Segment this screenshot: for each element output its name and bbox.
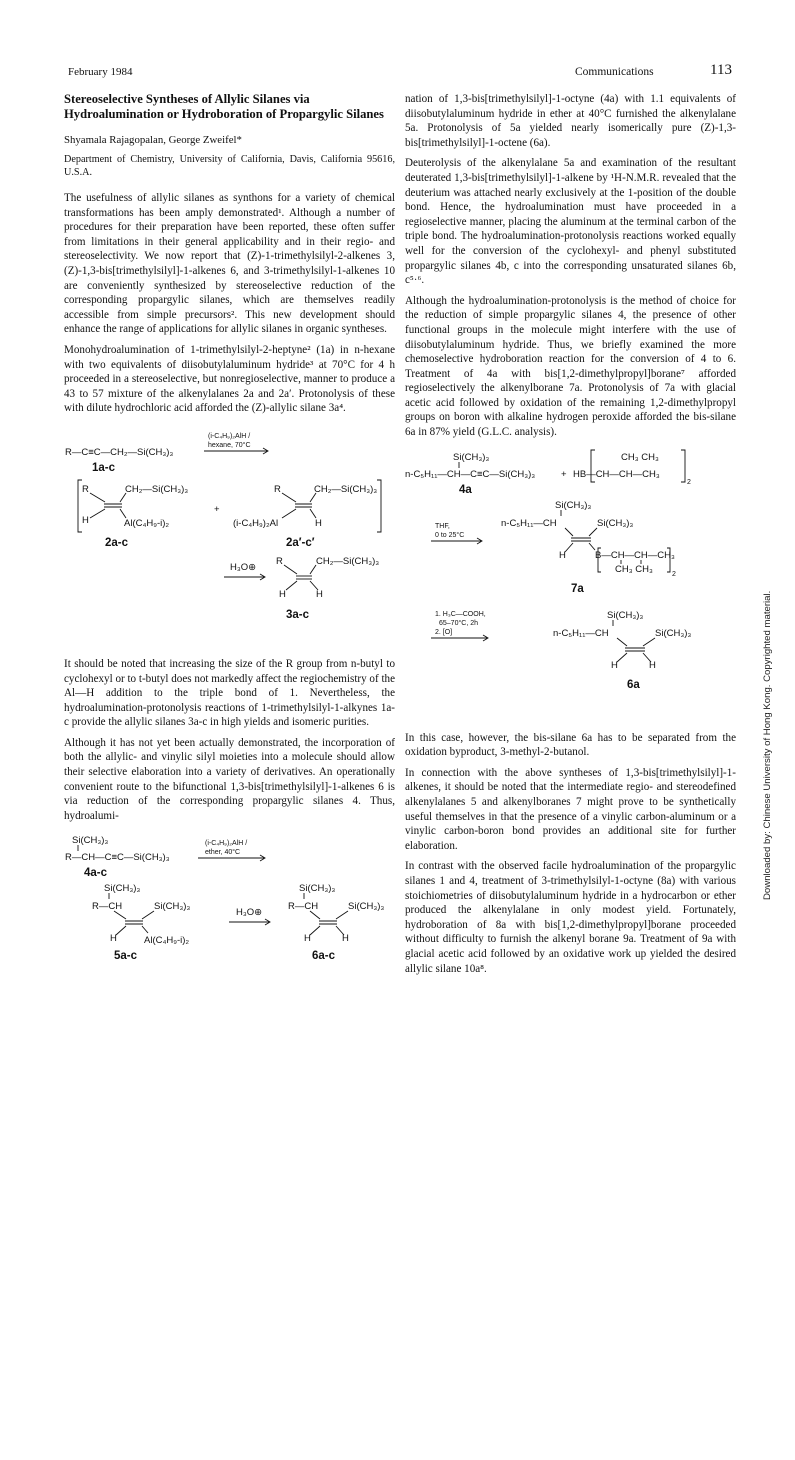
reagent-label: H₃O⊕ <box>230 561 257 573</box>
substituent-c5h11ch: n-C₅H₁₁—CH <box>553 627 609 639</box>
substituent-rch: R—CH <box>92 901 123 913</box>
methyl-labels: CH₃ CH₃ <box>621 451 659 463</box>
plus-sign: + <box>561 468 567 480</box>
bond <box>120 493 126 502</box>
compound-label: 6a <box>627 678 640 691</box>
right-column <box>405 92 736 982</box>
subscript: 2 <box>687 478 691 486</box>
bond <box>90 493 105 502</box>
paragraph: Although the hydroalumination-protonolysis is the method of choice for the reduction of simple propargylic silanes 4, the presence of other functional groups in the molecule might interfere with the use of diisobutylaluminum hydride. Thus, we briefly examined the more chemoselective hydroboration reaction for the conversion of 4 to 6. Treatment of 4a with bis[1,2-dimethylpropyl]borane⁷ afforded regioselectively the alkenylborane 7a. Protonolysis of 7a with glacial acetic acid followed by oxidation of the remaining 1,2-dimethylpropyl groups on boron with alkaline hydrogen peroxide afforded the bis-silane 6a in 87% yield (G.L.C. analysis). <box>405 294 736 439</box>
compound-label: 3a-c <box>286 608 310 621</box>
paragraph: In connection with the above syntheses of 1,3-bis[trimethylsilyl]-1-alkenes, it should be noted that the intermediate regio- and stereodefined alkenylalanes 5 and alkenylboranes 7 might prove to be synthetically useful themselves in that the presence of a vinylic carbon-aluminum or a vinylic carbon-boron bond provides an additional site for further elaboration. <box>405 766 736 852</box>
paragraph: nation of 1,3-bis[trimethylsilyl]-1-octyne (4a) with 1.1 equivalents of diisobutylaluminum hydride in ether at 40°C furnished the alkenylalane 5a. Protonolysis of 5a yielded nearly isomerically pure (Z)-1,3-bis[trimethylsilyl]-1-octene (6a). <box>405 93 736 149</box>
bond <box>336 911 348 919</box>
substituent-h: H <box>315 517 322 529</box>
download-notice <box>762 590 782 1460</box>
substituent-rch: R—CH <box>288 901 319 913</box>
bond <box>310 926 320 935</box>
substituent-sime3: Si(CH₃)₃ <box>655 627 692 639</box>
bond <box>643 638 655 646</box>
paragraph: The usefulness of allylic silanes as synthons for a variety of chemical transformations has been amply demonstrated¹. Although a number of procedures for their preparation have been reported, these often suffer from limitations in their general applicability and in their regio- and stereoselectivity. We now report that (Z)-1-trimethylsilyl-2-alkenes 3, (Z)-1,3-bis[trimethylsilyl]-1-alkenes 6, and 3-trimethylsilyl-1-alkenes 10 are conveniently synthesized by stereoselective reduction of the corresponding propargylic silanes, which are themselves readily accessible from simple precursors². This new development should enhance the range of applications for allylic silanes in organic syntheses. <box>64 192 395 336</box>
substituent-sime3: Si(CH₃)₃ <box>348 901 385 913</box>
substituent-h: H <box>649 659 656 671</box>
paragraph: Deuterolysis of the alkenylalane 5a and examination of the resultant deuterated 1,3-bis[trimethylsilyl]-1-alkene by ¹H-N.M.R. revealed that the deuterium was attached nearly exclusively at the 1-position of the double bond. Hence, the hydroalumination must have proceeded in a regioselective manner, placing the aluminum at the terminal carbon of the triple bond. The hydroalumination-protonolysis reactions worked equally well for the conversion of the cyclohexyl- and phenyl substituted propargylic silanes 4b, c into the corresponding unsaturated silanes 6b, c⁵·⁶. <box>405 157 736 287</box>
bond <box>310 911 320 919</box>
left-column <box>64 92 395 989</box>
substituent-h: H <box>342 933 349 945</box>
bond <box>114 911 126 919</box>
substituent-h: H <box>611 659 618 671</box>
substituent-sime3: Si(CH₃)₃ <box>104 883 141 895</box>
bond <box>286 581 297 590</box>
solvent-label: THF, <box>435 522 450 530</box>
article-title: Stereoselective Syntheses of Allylic Silanes via Hydroalumination or Hydroboration of Propargylic Silanes <box>64 92 384 122</box>
substituent-h: H <box>559 549 566 561</box>
bond <box>142 911 154 919</box>
substituent-h: H <box>316 588 323 600</box>
substituent-sime3: Si(CH₃)₃ <box>299 883 336 895</box>
methyl-labels: CH₃ CH₃ <box>615 563 653 575</box>
compound-label: 6a-c <box>312 950 336 963</box>
page-number: 113 <box>710 62 732 78</box>
substituent-c5h11ch: n-C₅H₁₁—CH <box>501 517 557 529</box>
download-notice-text: Downloaded by: Chinese University of Hong Kong. Copyrighted material. <box>762 590 773 900</box>
reactant-formula: R—C≡C—CH₂—Si(CH₃)₃ <box>65 446 174 458</box>
reactant-formula: n-C₅H₁₁—CH—C≡C—Si(CH₃)₃ <box>405 468 536 480</box>
compound-label: 2a-c <box>105 536 129 549</box>
substituent-al: Al(C₄H₉-i)₂ <box>124 517 170 529</box>
substituent-r: R <box>276 555 283 567</box>
issue-date: February 1984 <box>68 66 133 78</box>
bond <box>142 926 148 933</box>
bond <box>120 509 126 518</box>
compound-label: 7a <box>571 582 584 595</box>
step-2-label: 2. [O] <box>435 628 453 636</box>
bond <box>116 926 126 935</box>
bracket-right <box>377 480 381 532</box>
section-name: Communications <box>575 66 654 78</box>
reaction-scheme-1 <box>64 422 395 657</box>
article-authors: Shyamala Rajagopalan, George Zweifel* <box>64 134 242 147</box>
substituent-al: Al(C₄H₉-i)₂ <box>144 935 190 947</box>
reagent-label: H₃O⊕ <box>236 907 263 919</box>
compound-label: 4a <box>459 483 472 496</box>
bond <box>565 543 573 552</box>
reaction-scheme-2 <box>64 829 395 989</box>
substituent-sime3: Si(CH₃)₃ <box>607 609 644 621</box>
step-1-label: 1. H₃C—COOH, <box>435 610 486 618</box>
paragraph: In contrast with the observed facile hydroalumination of the propargylic silanes 1 and 4, treatment of 3-trimethylsilyl-1-octyne (8a) with various stoichiometries of diisobutylaluminum hydride in a hydrocarbon or ether produced the alkenylalane in only modest yield. Fortunately, hydroboration of 8a with bis[1,2-dimethylpropyl]borane proceeded without difficulty to furnish the alkenyl borane 9a. Treatment of 9a with glacial acetic acid followed by an oxidative work up yielded the desired allylic silane 10a⁸. <box>405 860 736 975</box>
bond <box>282 509 296 518</box>
substituent-sime3: Si(CH₃)₃ <box>154 901 191 913</box>
bracket-right <box>681 450 685 482</box>
bond <box>589 528 597 536</box>
substituent-h: H <box>304 933 311 945</box>
temperature-label: 0 to 25°C <box>435 531 465 539</box>
paragraph: Monohydroalumination of 1-trimethylsilyl-2-heptyne² (1a) in n-hexane with two equivalents of diisobutylaluminum hydride³ at 70°C for 4 h proceeded in a stereoselective, but nonregioselective, manner to produce a 43 to 57 mixture of the alkenylalanes 2a and 2a′. Protonolysis of these with dilute hydrochloric acid afforded the (Z)-allylic silane 3a⁴. <box>64 343 395 415</box>
bond <box>617 653 627 662</box>
substituent-al: (i-C₄H₉)₂Al <box>233 517 279 529</box>
substituent-h: H <box>110 933 117 945</box>
compound-label: 5a-c <box>114 950 138 963</box>
reagent-label: (i-C₄H₉)₂AlH / <box>208 432 251 440</box>
plus-sign: + <box>214 503 220 515</box>
substituent-h: H <box>82 514 89 526</box>
substituent-r: R <box>274 483 281 495</box>
bond <box>565 528 573 536</box>
bond <box>310 565 316 574</box>
reaction-scheme-3 <box>405 446 736 731</box>
bond <box>310 493 316 502</box>
paragraph: Although it has not yet been actually demonstrated, the incorporation of both the allylic- and vinylic silyl moieties into a molecule should allow their selective elaboration into a variety of derivatives. An operationally convenient route to the bifunctional 1,3-bis[trimethylsilyl]-1-alkenes 6 is via reduction of the corresponding propargylic silanes 4. Thus, hydroalumi- <box>64 736 395 822</box>
compound-label: 2a′-c′ <box>286 536 315 549</box>
article-affiliation: Department of Chemistry, University of California, Davis, California 95616, U.S.A. <box>64 154 395 178</box>
substituent-sime3: Si(CH₃)₃ <box>453 451 490 463</box>
substituent-ch2si: CH₂—Si(CH₃)₃ <box>316 555 380 567</box>
bond <box>90 509 105 518</box>
subscript: 2 <box>672 570 676 578</box>
bond <box>282 493 296 502</box>
boron-group: B—CH—CH—CH₃ <box>595 549 675 561</box>
borane-formula: HB—CH—CH—CH₃ <box>573 468 660 480</box>
substituent-sime3: Si(CH₃)₃ <box>72 835 109 847</box>
substituent-sime3: Si(CH₃)₃ <box>555 499 592 511</box>
conditions-label: hexane, 70°C <box>208 441 251 449</box>
conditions-label: ether, 40°C <box>205 849 241 857</box>
compound-label: 4a-c <box>84 867 108 880</box>
bond <box>310 509 316 518</box>
bond <box>589 543 595 550</box>
paragraph: It should be noted that increasing the size of the R group from n-butyl to cyclohexyl or to t-butyl does not markedly affect the regiochemistry of the Al—H addition to the triple bond of 1. Nevertheless, the hydroalumination-protonolysis reactions of 1-trimethylsilyl-1-alkynes 1a-c provide the allylic silanes 3a-c in high yields and isomeric purities. <box>64 657 395 729</box>
bond <box>617 638 627 646</box>
step-1-conditions: 65–70°C, 2h <box>439 619 478 627</box>
substituent-h: H <box>279 588 286 600</box>
substituent-r: R <box>82 483 89 495</box>
substituent-ch2si: CH₂—Si(CH₃)₃ <box>314 483 378 495</box>
paragraph: In this case, however, the bis-silane 6a has to be separated from the oxidation byproduct, 3-methyl-2-butanol. <box>405 731 736 759</box>
substituent-sime3: Si(CH₃)₃ <box>597 517 634 529</box>
compound-label: 1a-c <box>92 461 116 474</box>
reagent-label: (i-C₄H₉)₂AlH / <box>205 840 248 848</box>
bond <box>284 565 297 574</box>
reactant-formula: R—CH—C≡C—Si(CH₃)₃ <box>65 852 170 864</box>
substituent-ch2si: CH₂—Si(CH₃)₃ <box>125 483 189 495</box>
